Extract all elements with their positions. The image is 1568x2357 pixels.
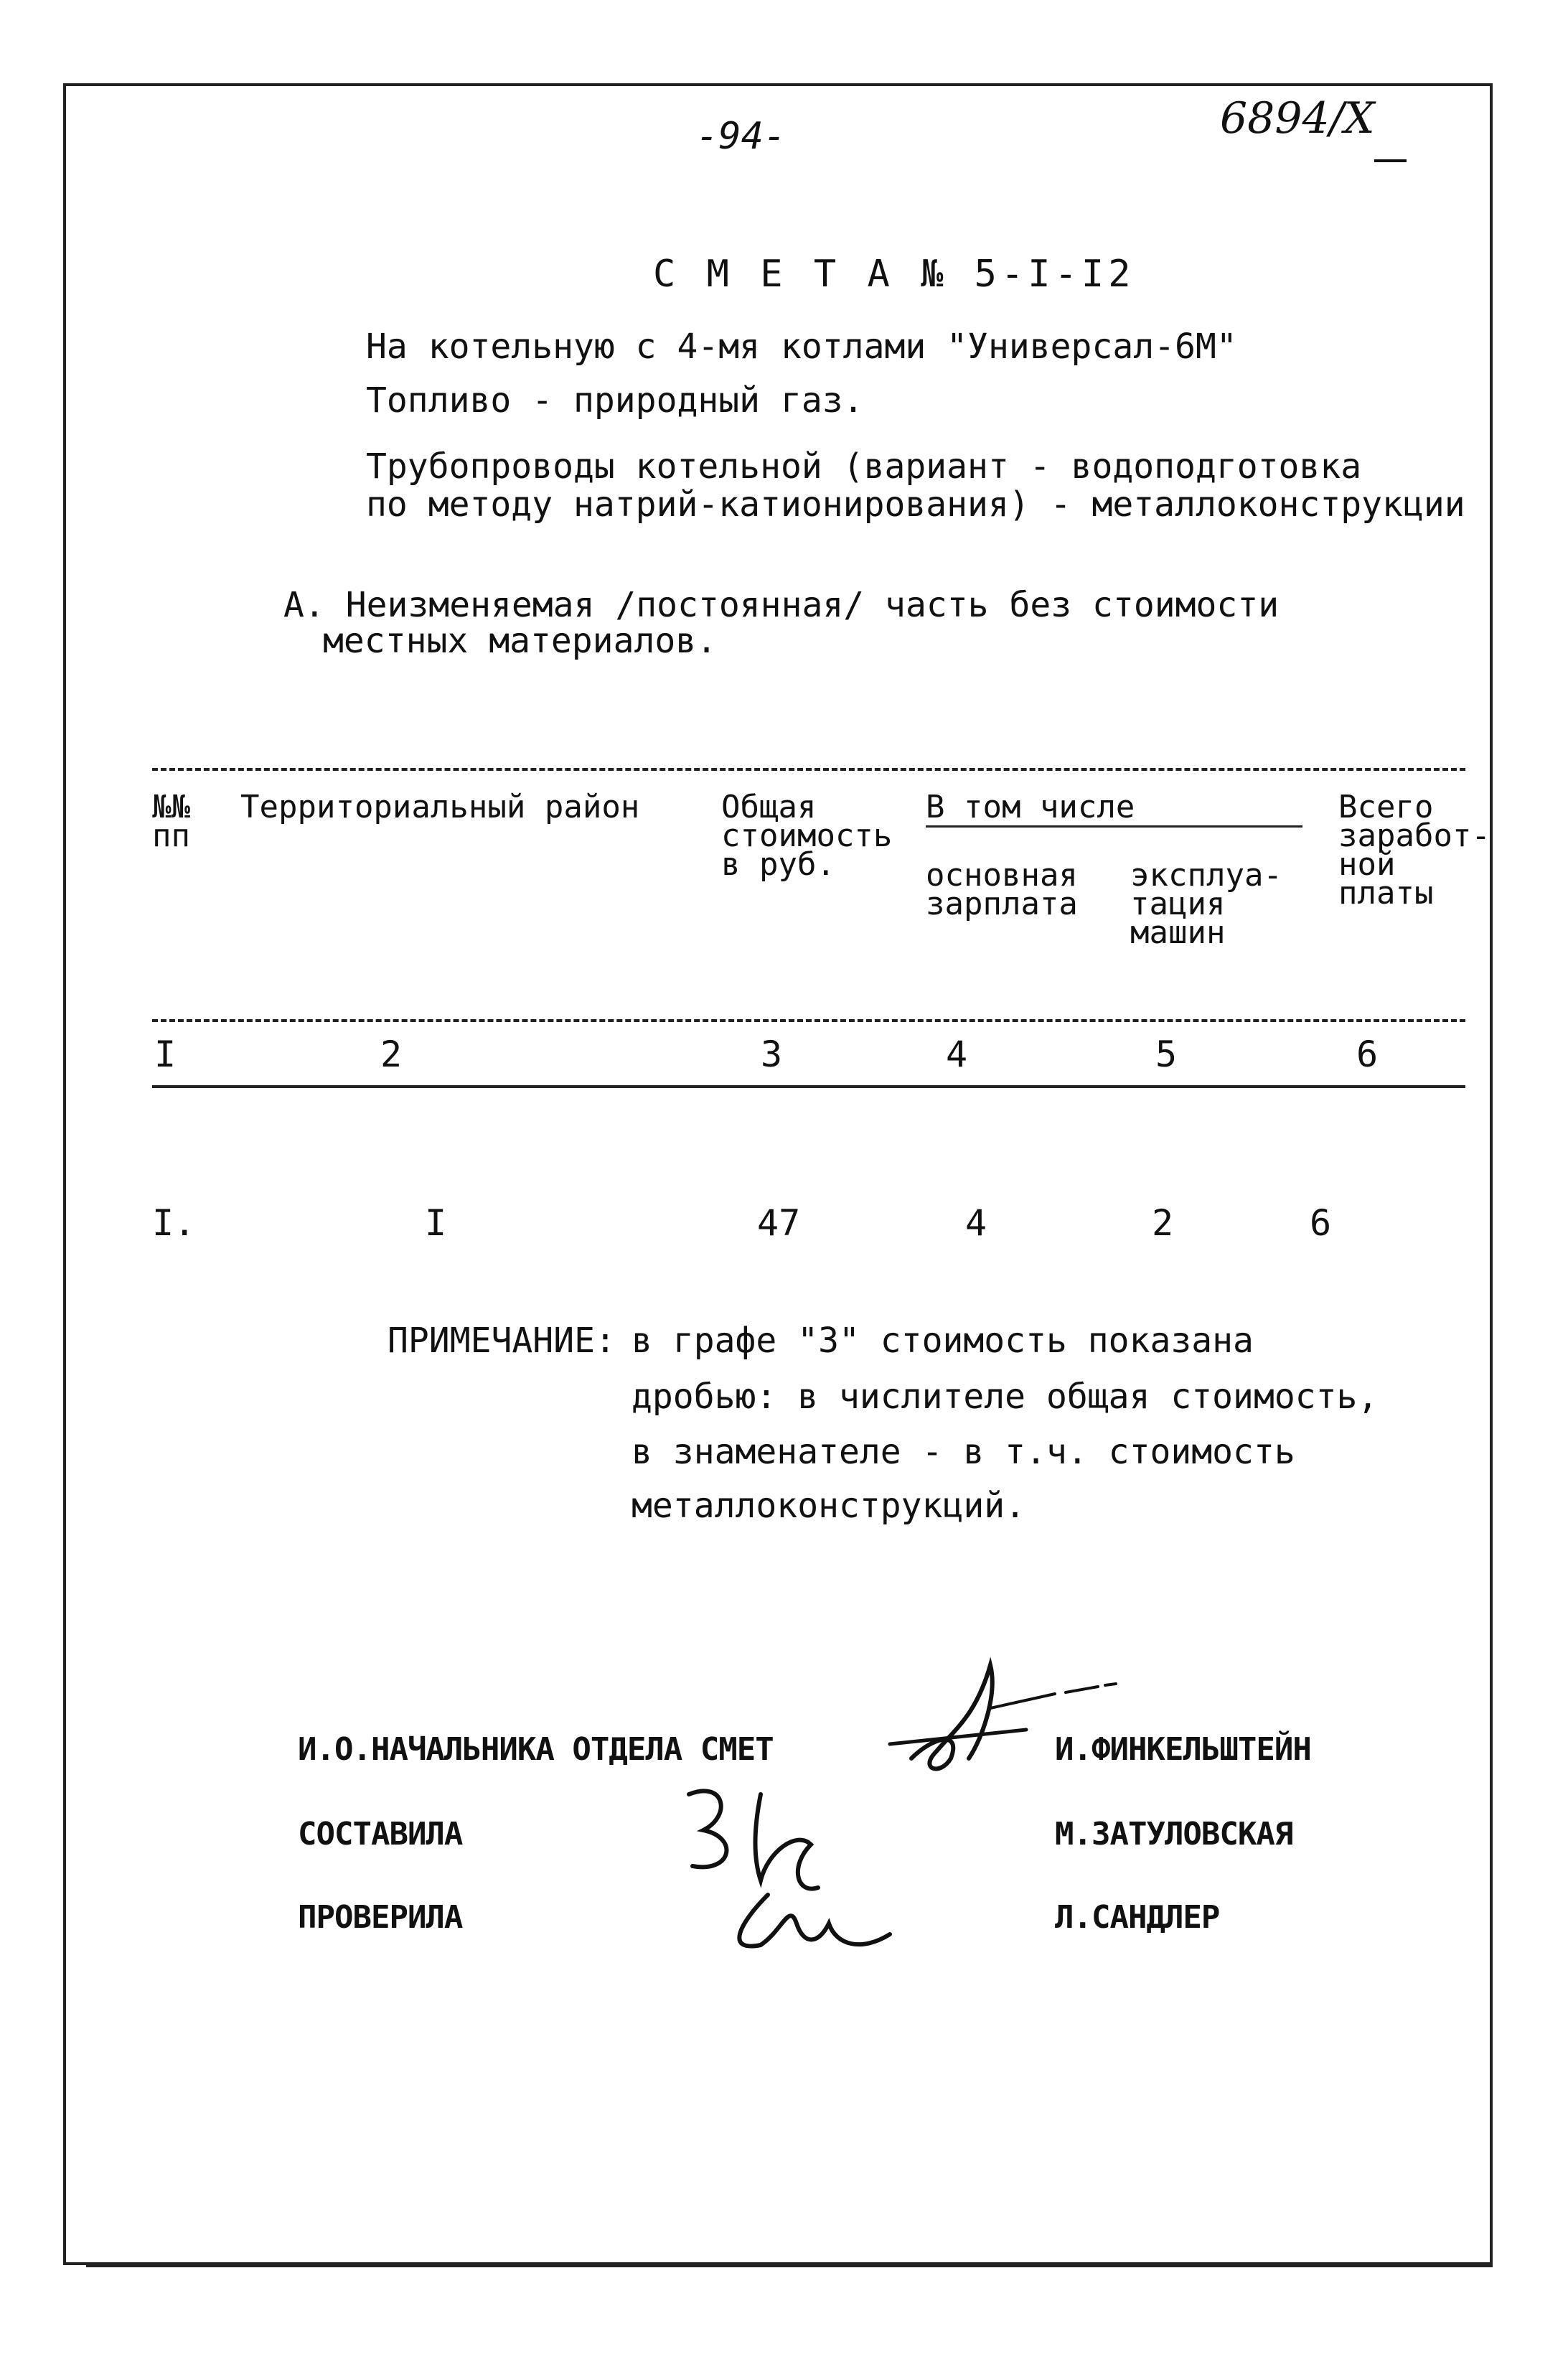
header-col6-line2: заработ- [1338, 817, 1490, 854]
header-col6-line3: ной [1338, 846, 1396, 883]
signature-name-1: И.ФИНКЕЛЬШТЕЙН [1055, 1731, 1311, 1768]
section-line-2: местных материалов. [323, 621, 718, 661]
header-col5-line3: машин [1130, 914, 1226, 951]
archive-underline [1374, 159, 1407, 162]
handwritten-signature-2 [675, 1780, 911, 1967]
subtitle-line-3: Трубопроводы котельной (вариант - водоподготовка [366, 446, 1362, 487]
signature-name-3: Л.САНДЛЕР [1055, 1899, 1220, 1936]
header-col1 [152, 789, 190, 854]
table-mid-rule [152, 1019, 1465, 1022]
subtitle-line-4: по методу натрий-катионирования) - металлоконструкции [366, 484, 1465, 525]
signature-role-2: СОСТАВИЛА [298, 1816, 463, 1852]
header-col5-line1: эксплуа- [1130, 857, 1282, 894]
row-cell-3: 47 [757, 1202, 801, 1244]
handwritten-signature-1 [883, 1651, 1119, 1787]
colnum-2: 2 [380, 1034, 403, 1075]
colnum-6: 6 [1356, 1034, 1379, 1075]
section-line-1: А. Неизменяемая /постоянная/ часть без стоимости [283, 585, 1280, 625]
header-col6 [1338, 789, 1490, 912]
row-cell-4: 4 [965, 1202, 987, 1244]
header-col1-line1: №№ [152, 789, 190, 825]
header-group: В том числе [926, 789, 1135, 825]
header-col4-line2: зарплата [926, 886, 1078, 922]
header-col4-line1: основная [926, 857, 1078, 894]
header-col2: Территориальный район [240, 789, 640, 825]
header-col6-line1: Всего [1338, 789, 1434, 825]
colnum-3: 3 [761, 1034, 783, 1075]
note-line-4: металлоконструкций. [632, 1486, 1026, 1526]
table-header-bottom-rule [152, 1085, 1465, 1088]
note-label: ПРИМЕЧАНИЕ: [388, 1321, 616, 1361]
header-group-underline [926, 825, 1302, 828]
subtitle-line-1: На котельную с 4-мя котлами "Универсал-6М" [366, 327, 1237, 367]
note-line-1: в графе "3" стоимость показана [632, 1321, 1254, 1361]
row-cell-5: 2 [1152, 1202, 1174, 1244]
document-title: С М Е Т А № 5-I-I2 [653, 253, 1135, 296]
signature-role-1: И.О.НАЧАЛЬНИКА ОТДЕЛА СМЕТ [298, 1731, 774, 1768]
header-col5 [1130, 857, 1282, 951]
colnum-1: I [154, 1034, 177, 1075]
signature-role-3: ПРОВЕРИЛА [298, 1899, 463, 1936]
header-col3-line3: в руб. [721, 846, 835, 883]
header-col3-line1: Общая [721, 789, 817, 825]
note-line-3: в знаменателе - в т.ч. стоимость [632, 1432, 1295, 1472]
row-cell-2: I [425, 1202, 447, 1244]
header-col6-line4: платы [1338, 875, 1434, 912]
page-frame-bottom-shadow [86, 2265, 1493, 2267]
colnum-4: 4 [946, 1034, 968, 1075]
colnum-5: 5 [1155, 1034, 1178, 1075]
page-number: -94- [696, 115, 787, 158]
signature-name-2: М.ЗАТУЛОВСКАЯ [1055, 1816, 1293, 1852]
header-col3-line2: стоимость [721, 817, 893, 854]
row-cell-1: I. [152, 1202, 196, 1244]
subtitle-line-2: Топливо - природный газ. [366, 380, 864, 421]
note-line-2: дробью: в числителе общая стоимость, [632, 1377, 1379, 1417]
row-cell-6: 6 [1310, 1202, 1332, 1244]
header-col3 [721, 789, 893, 883]
header-col5-line2: тация [1130, 886, 1226, 922]
header-col1-line2: пп [152, 817, 190, 854]
table-top-rule [152, 768, 1465, 771]
archive-number: 6894/X [1220, 93, 1375, 144]
header-col4 [926, 857, 1078, 922]
